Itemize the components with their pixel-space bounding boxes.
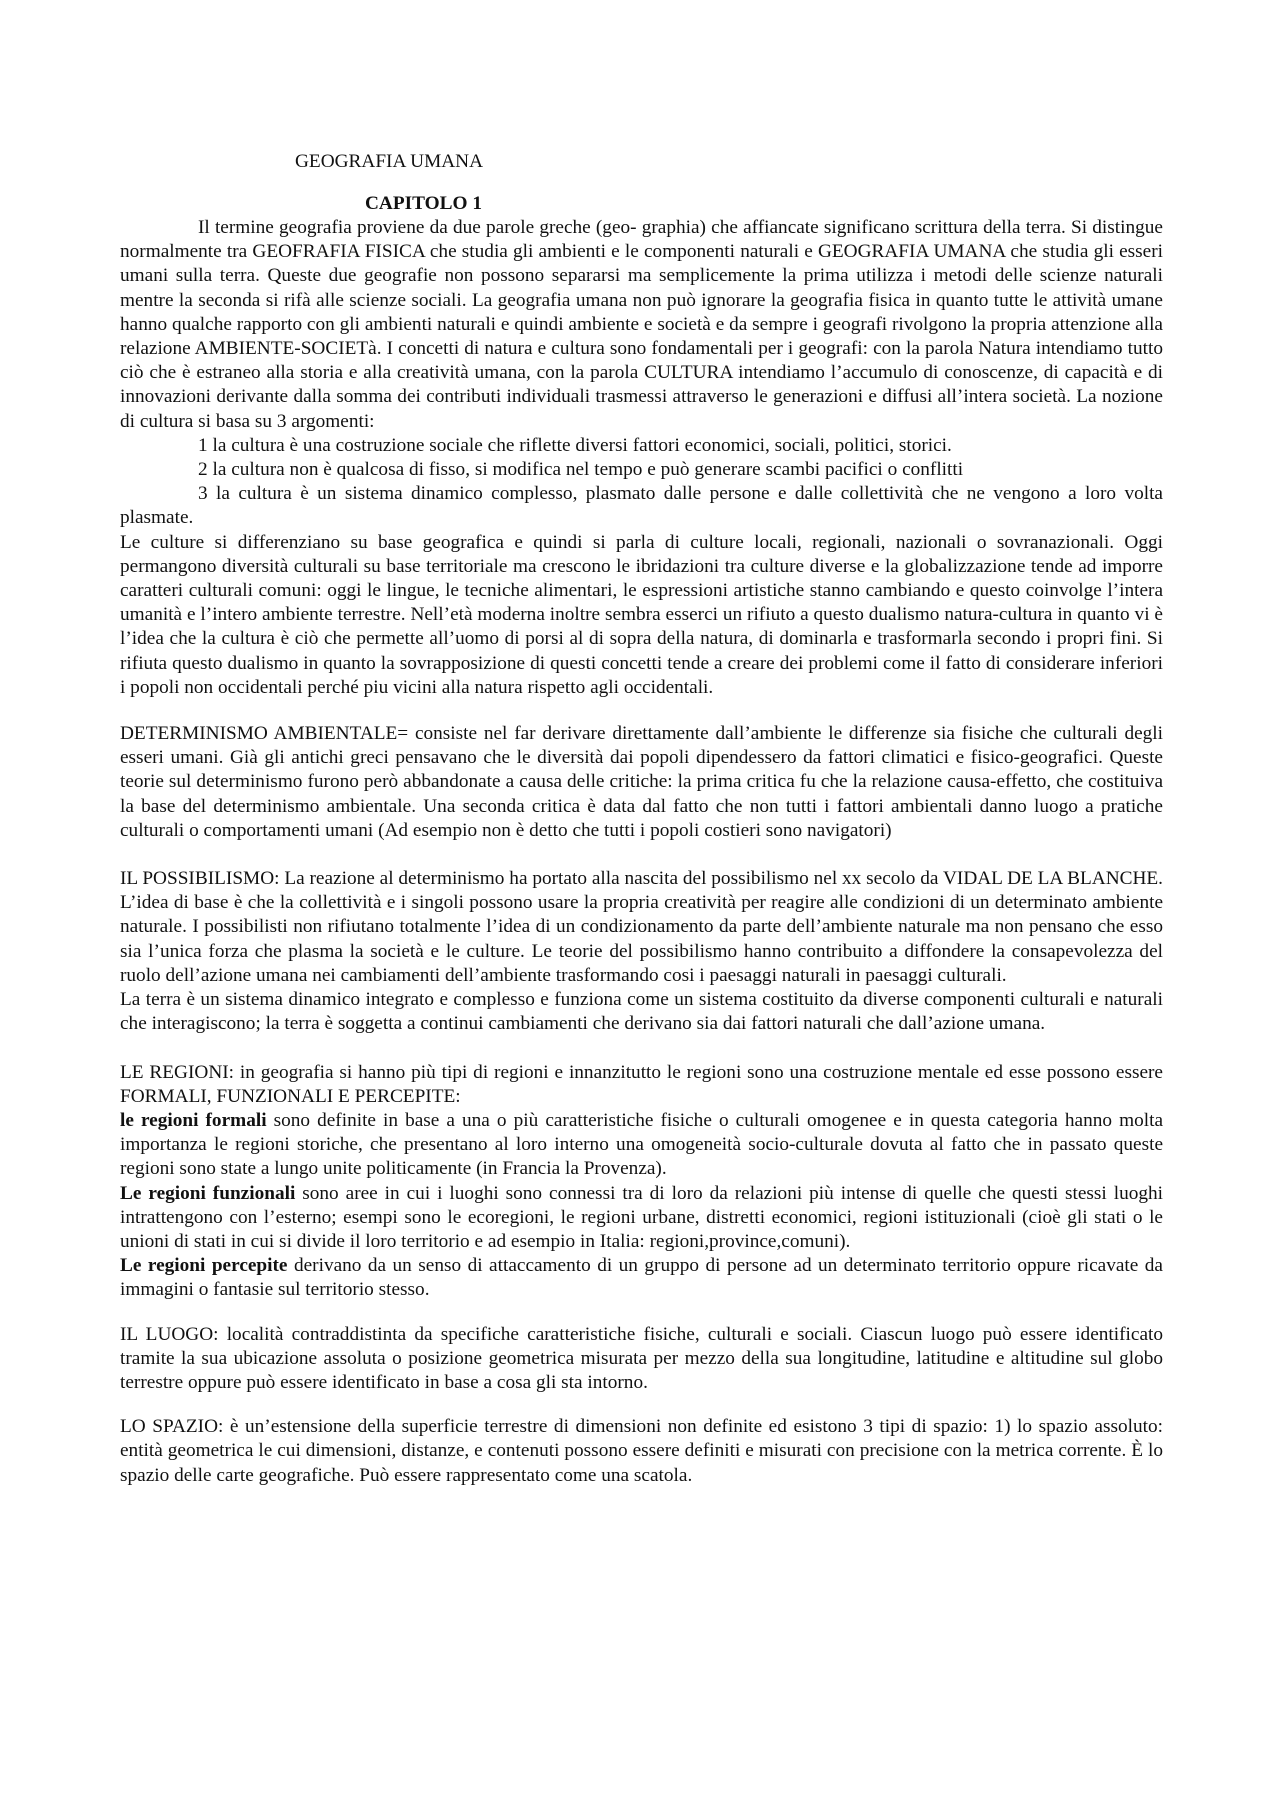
document-title: GEOGRAFIA UMANA [295,151,484,172]
definition-regioni-funzionali: sono aree in cui i luoghi sono connessi tra di loro da relazioni più intense di quelle che questi stessi luoghi intrattengono con l’esterno; esempi sono le ecoregioni, le regioni urbane, distretti economici, regioni istituzionali (cioè gli stati o le unioni di stati in cui si divide il loro territorio e ad esempio in Italia: regioni,province,comuni). [120,1182,1164,1252]
spacer [120,1395,1163,1415]
list-item-3: 3 la cultura è un sistema dinamico complesso, plasmato dalle persone e dalle collettività che ne vengono a loro volta plasmate. [120,483,1163,529]
paragraph-intro: Il termine geografia proviene da due parole greche (geo- graphia) che affiancate significano scrittura della terra. Si distingue normalmente tra GEOFRAFIA FISICA che studia gli ambienti e le componenti naturali e GEOGRAFIA UMANA che studia gli esseri umani sulla terra. Queste due geografie non possono separarsi ma semplicemente la prima utilizza i metodi delle scienze naturali mentre la seconda si rifà alle scienze sociali. La geografia umana non può ignorare la geografia fisica in quanto tutte le attività umane hanno qualche rapporto con gli ambienti naturali e quindi ambiente e società e da sempre i geografi rivolgono la propria attenzione alla relazione AMBIENTE-SOCIETà. I concetti di natura e cultura sono fondamentali per i geografi: con la parola Natura intendiamo tutto ciò che è estraneo alla storia e alla creatività umana, con la parola CULTURA intendiamo l’accumulo di conoscenze, di capacità e di innovazioni derivante dalla somma dei contributi individuali trasmessi attraverso le generazioni e diffusi all’intera società. La nozione di cultura si basa su 3 argomenti: [120,217,1163,432]
paragraph-regioni-formali [120,1109,1163,1182]
paragraph-luogo: IL LUOGO: località contraddistinta da specifiche caratteristiche fisiche, culturali e sociali. Ciascun luogo può essere identificato tramite la sua ubicazione assoluta o posizione geometrica misurata per mezzo della sua longitudine, latitudine e altitudine sul globo terrestre oppure può essere identificato in base a cosa gli sta intorno. [120,1323,1163,1393]
list-item-2: 2 la cultura non è qualcosa di fisso, si modifica nel tempo e può generare scambi pacifici o conflitti [198,459,964,481]
paragraph-regioni: LE REGIONI: in geografia si hanno più tipi di regioni e innanzitutto le regioni sono una costruzione mentale ed esse possono essere FORMALI, FUNZIONALI E PERCEPITE: [120,1061,1163,1107]
paragraph-terra: La terra è un sistema dinamico integrato e complesso e funziona come un sistema costituito da diverse componenti culturali e naturali che interagiscono; la terra è soggetta a continui cambiamenti che derivano sia dai fattori naturali che dall’azione umana. [120,989,1163,1035]
paragraph-regioni-percepite [120,1254,1163,1302]
spacer [120,700,1163,722]
term-regioni-percepite: Le regioni percepite [120,1255,288,1277]
chapter-heading: CAPITOLO 1 [365,193,482,214]
spacer [120,1303,1163,1323]
paragraph-spazio: LO SPAZIO: è un’estensione della superficie terrestre di dimensioni non definite ed esistono 3 tipi di spazio: 1) lo spazio assoluto: entità geometrica le cui dimensioni, distanze, e contenuti possono essere definiti e misurati con precisione con la metrica corrente. È lo spazio delle carte geografiche. Può essere rappresentato come una scatola. [120,1416,1163,1486]
term-regioni-formali: le regioni formali [120,1109,267,1131]
paragraph-regioni-funzionali [120,1182,1163,1255]
spacer [120,843,1163,867]
spacer [120,1037,1163,1061]
definition-regioni-formali: sono definite in base a una o più caratteristiche fisiche o culturali omogenee e in questa categoria hanno molta importanza le regioni storiche, che presentano al loro interno una omogeneità socio-culturale dovuta al fatto che in passato queste regioni sono state a lungo unite politicamente (in Francia la Provenza). [120,1109,1164,1180]
definition-regioni-percepite: derivano da un senso di attaccamento di un gruppo di persone ad un determinato territorio oppure ricavate da immagini o fantasie sul territorio stesso. [120,1255,1163,1301]
paragraph-determinismo: DETERMINISMO AMBIENTALE= consiste nel far derivare direttamente dall’ambiente le differenze sia fisiche che culturali degli esseri umani. Già gli antichi greci pensavano che le diversità dai popoli dipendessero da fattori climatici e fisico-geografici. Queste teorie sul determinismo furono però abbandonate a causa delle critiche: la prima critica fu che la relazione causa-effetto, che costituiva la base del determinismo ambientale. Una seconda critica è data dal fatto che non tutti i fattori ambientali danno luogo a pratiche culturali o comportamenti umani (Ad esempio non è detto che tutti i popoli costieri sono navigatori) [120,723,1163,841]
paragraph-possibilismo: IL POSSIBILISMO: La reazione al determinismo ha portato alla nascita del possibilismo nel xx secolo da VIDAL DE LA BLANCHE. L’idea di base è che la collettività e i singoli possono usare la propria creatività per reagire alle condizioni di un determinato ambiente naturale. I possibilisti non rifiutano totalmente l’idea di un condizionamento da parte dell’ambiente naturale ma non pensano che esso sia l’unica forza che plasma la società e le culture. Le teorie del possibilismo hanno contribuito a diffondere la consapevolezza del ruolo dell’azione umana nei cambiamenti dell’ambiente trasformando cosi i paesaggi naturali in paesaggi culturali. [120,868,1163,986]
document-body [120,150,1163,1488]
term-regioni-funzionali: Le regioni funzionali [120,1182,296,1204]
list-item-1: 1 la cultura è una costruzione sociale che riflette diversi fattori economici, sociali, politici, storici. [198,434,952,456]
paragraph-cultures: Le culture si differenziano su base geografica e quindi si parla di culture locali, regionali, nazionali o sovranazionali. Oggi permangono diversità culturali su base territoriale ma crescono le ibridazioni tra culture diverse e la globalizzazione tende ad imporre caratteri culturali comuni: oggi le lingue, le tecniche alimentari, le espressioni artistiche stanno cambiando e questo coinvolge l’intera umanità e l’intero ambiente terrestre. Nell’età moderna inoltre sembra esserci un rifiuto a questo dualismo natura-cultura in quanto vi è l’idea che la cultura è ciò che permette all’uomo di porsi al di sopra della natura, di dominarla e trasformarla secondo i propri fini. Si rifiuta questo dualismo in quanto la sovrapposizione di questi concetti tende a creare dei problemi come il fatto di considerare inferiori i popoli non occidentali perché piu vicini alla natura rispetto agli occidentali. [120,531,1163,698]
